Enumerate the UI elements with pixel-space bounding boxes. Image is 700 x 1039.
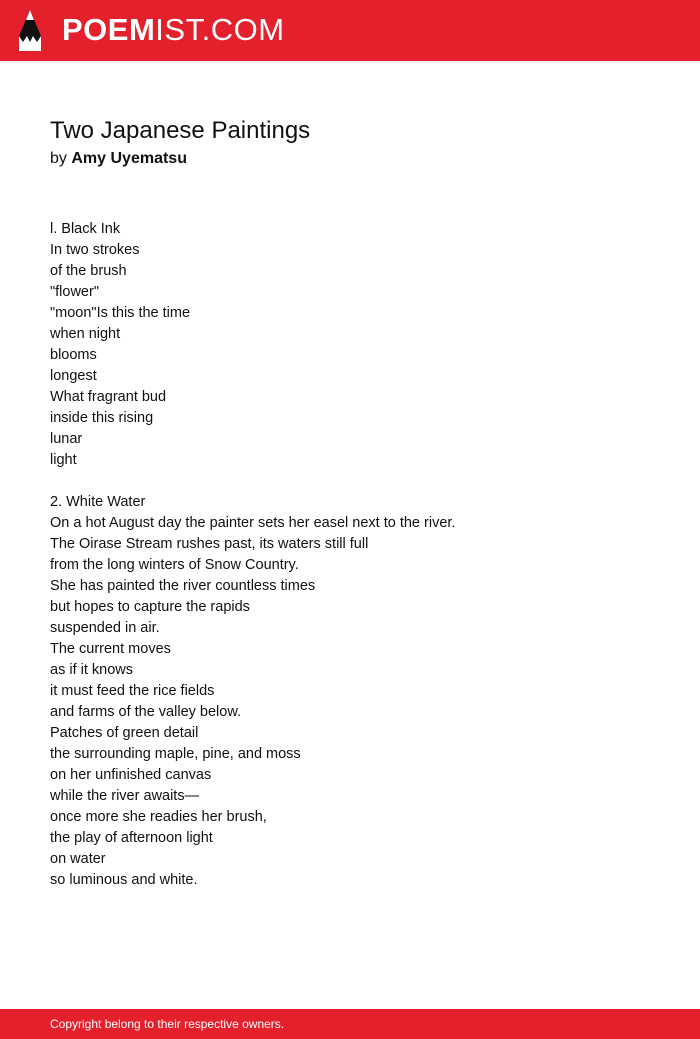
poem-line: lunar (50, 431, 83, 447)
poem-line: l. Black Ink (50, 221, 121, 237)
poem-line: suspended in air. (50, 620, 160, 636)
poem-line: and farms of the valley below. (50, 704, 242, 720)
logo-light-text: IST.COM (155, 12, 285, 47)
poem-line: on her unfinished canvas (50, 767, 212, 783)
poem-body (50, 219, 670, 891)
site-footer (0, 1009, 700, 1039)
poem-line: the surrounding maple, pine, and moss (50, 746, 301, 762)
poem-line: from the long winters of Snow Country. (50, 557, 299, 573)
poem-title: Two Japanese Paintings (50, 117, 311, 144)
poem-line: on water (50, 851, 106, 867)
byline (50, 148, 187, 169)
site-logo[interactable] (62, 12, 285, 48)
poem-line: so luminous and white. (50, 872, 198, 888)
poem-line: longest (50, 368, 97, 384)
author-name: Amy Uyematsu (71, 150, 187, 167)
copyright-text: Copyright belong to their respective owners. (50, 1017, 285, 1031)
poem-line: of the brush (50, 263, 127, 279)
poem-line: "moon"Is this the time (50, 305, 191, 321)
by-label: by (50, 150, 67, 167)
poem-line: blooms (50, 347, 97, 363)
stanza-break (50, 471, 670, 492)
poem-line: "flower" (50, 284, 99, 300)
poem-line: inside this rising (50, 410, 154, 426)
logo-bold-text: POEM (62, 12, 156, 47)
poem-line: The current moves (50, 641, 171, 657)
poem-line: it must feed the rice fields (50, 683, 215, 699)
pencil-tip-icon[interactable] (17, 9, 43, 52)
site-header (0, 0, 700, 61)
poem-line: She has painted the river countless times (50, 578, 316, 594)
poem-line: when night (50, 326, 121, 342)
poem-line: as if it knows (50, 662, 133, 678)
poem-line: In two strokes (50, 242, 140, 258)
poem-line: light (50, 452, 77, 468)
poem-line: 2. White Water (50, 494, 146, 510)
poem-line: Patches of green detail (50, 725, 199, 741)
poem-line: while the river awaits— (50, 788, 200, 804)
poem-line: What fragrant bud (50, 389, 167, 405)
poem-line: once more she readies her brush, (50, 809, 267, 825)
poem-line: but hopes to capture the rapids (50, 599, 250, 615)
poem-line: On a hot August day the painter sets her easel next to the river. (50, 515, 456, 531)
poem-line: The Oirase Stream rushes past, its waters still full (50, 536, 369, 552)
poem-line: the play of afternoon light (50, 830, 213, 846)
